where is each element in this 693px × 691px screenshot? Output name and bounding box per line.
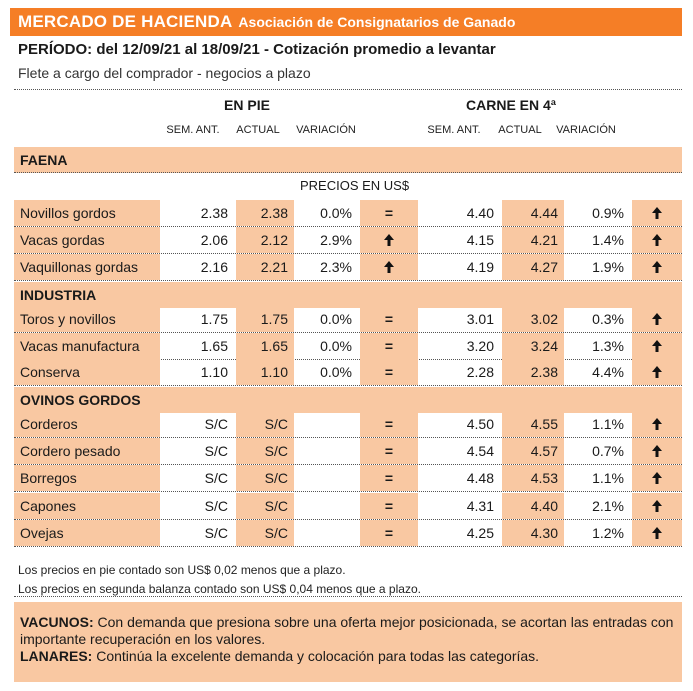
- carne-trend-up-arrow-icon: [632, 333, 682, 359]
- pie-sem-ant: S/C: [204, 470, 228, 486]
- row-label: Ovejas: [14, 520, 160, 546]
- carne-sem-ant: 4.25: [466, 525, 494, 541]
- table-row: [14, 333, 682, 359]
- pie-sem-ant: S/C: [204, 443, 228, 459]
- period-text: PERÍODO: del 12/09/21 al 18/09/21 - Cotización promedio a levantar: [18, 41, 496, 58]
- carne-trend-up-arrow-icon: [632, 200, 682, 226]
- carne-variacion: 0.9%: [592, 205, 624, 221]
- pie-actual: 2.12: [236, 227, 294, 253]
- carne-sem-ant: 4.15: [466, 232, 494, 248]
- carne-sem-ant: 4.50: [466, 416, 494, 432]
- pie-trend-equal-icon: =: [360, 306, 418, 332]
- pie-variacion: [296, 520, 358, 546]
- pie-sem-ant: S/C: [204, 525, 228, 541]
- carne-variacion: 1.1%: [592, 470, 624, 486]
- pie-actual: 2.21: [236, 254, 294, 280]
- table-row: [14, 520, 682, 546]
- carne-trend-up-arrow-icon: [632, 411, 682, 437]
- carne-variacion: 0.3%: [592, 311, 624, 327]
- footnote: Los precios en pie contado son US$ 0,02 menos que a plazo.: [18, 563, 346, 577]
- carne-trend-up-arrow-icon: [632, 465, 682, 491]
- carne-actual: 4.44: [502, 200, 564, 226]
- carne-trend-up-arrow-icon: [632, 493, 682, 519]
- pie-trend-up-arrow-icon: [360, 254, 418, 280]
- divider: [14, 596, 682, 597]
- pie-actual: 1.65: [236, 333, 294, 359]
- carne-actual: 3.24: [502, 333, 564, 359]
- pie-sem-ant: 1.65: [200, 338, 228, 354]
- flete-text: Flete a cargo del comprador - negocios a plazo: [18, 65, 311, 81]
- pie-variacion: 0.0%: [320, 338, 352, 354]
- pie-actual: 1.75: [236, 306, 294, 332]
- row-label: Vacas gordas: [14, 227, 160, 253]
- row-label: Vaquillonas gordas: [14, 254, 160, 280]
- pie-sem-ant: S/C: [204, 498, 228, 514]
- pie-trend-equal-icon: =: [360, 465, 418, 491]
- carne-variacion: 1.9%: [592, 259, 624, 275]
- pie-sem-ant: 2.38: [200, 205, 228, 221]
- pie-variacion: [296, 493, 358, 519]
- pie-trend-equal-icon: =: [360, 359, 418, 385]
- pie-trend-equal-icon: =: [360, 333, 418, 359]
- carne-trend-up-arrow-icon: [632, 438, 682, 464]
- carne-actual: 4.27: [502, 254, 564, 280]
- carne-trend-up-arrow-icon: [632, 306, 682, 332]
- footnote: Los precios en segunda balanza contado son US$ 0,04 menos que a plazo.: [18, 582, 421, 596]
- row-label: Corderos: [14, 411, 160, 437]
- pie-trend-equal-icon: =: [360, 200, 418, 226]
- carne-trend-up-arrow-icon: [632, 254, 682, 280]
- col-actual-pie: ACTUAL: [236, 124, 280, 136]
- table-row: [14, 306, 682, 332]
- table-row: [14, 359, 682, 385]
- pie-actual: 2.38: [236, 200, 294, 226]
- carne-actual: 2.38: [502, 359, 564, 385]
- carne-actual: 4.40: [502, 493, 564, 519]
- carne-sem-ant: 4.19: [466, 259, 494, 275]
- row-label: Cordero pesado: [14, 438, 160, 464]
- table-row: [14, 254, 682, 280]
- carne-sem-ant: 4.31: [466, 498, 494, 514]
- pie-variacion: 2.3%: [320, 259, 352, 275]
- row-label: Vacas manufactura: [14, 333, 160, 359]
- carne-sem-ant: 3.20: [466, 338, 494, 354]
- section-header: FAENA: [14, 147, 682, 173]
- carne-actual: 4.30: [502, 520, 564, 546]
- comment-vacunos: VACUNOS: Con demanda que presiona sobre una oferta mejor posicionada, se acortan las entradas con importante recuperación en los valores.: [20, 614, 674, 647]
- pie-trend-up-arrow-icon: [360, 227, 418, 253]
- carne-actual: 3.02: [502, 306, 564, 332]
- row-divider: [14, 546, 682, 547]
- row-label: Novillos gordos: [14, 200, 160, 226]
- pie-actual: S/C: [236, 520, 294, 546]
- pie-variacion: 0.0%: [320, 311, 352, 327]
- col-actual-carne: ACTUAL: [498, 124, 542, 136]
- pie-actual: S/C: [236, 493, 294, 519]
- col-sem-ant-pie: SEM. ANT.: [166, 124, 220, 136]
- pie-actual: S/C: [236, 438, 294, 464]
- comments-box: [14, 602, 682, 682]
- carne-sem-ant: 3.01: [466, 311, 494, 327]
- precios-label: PRECIOS EN US$: [300, 178, 410, 193]
- pie-actual: 1.10: [236, 359, 294, 385]
- pie-variacion: 0.0%: [320, 205, 352, 221]
- col-sem-ant-carne: SEM. ANT.: [427, 124, 481, 136]
- row-label: Toros y novillos: [14, 306, 160, 332]
- carne-actual: 4.53: [502, 465, 564, 491]
- pie-trend-equal-icon: =: [360, 438, 418, 464]
- pie-variacion: 0.0%: [320, 364, 352, 380]
- page-subtitle: Asociación de Consignatarios de Ganado: [238, 14, 516, 30]
- carne-variacion: 4.4%: [592, 364, 624, 380]
- carne-variacion: 2.1%: [592, 498, 624, 514]
- pie-sem-ant: 2.06: [200, 232, 228, 248]
- row-label: Conserva: [14, 359, 160, 385]
- table-row: [14, 438, 682, 464]
- table-row: [14, 493, 682, 519]
- row-divider: [14, 385, 682, 386]
- pie-variacion: 2.9%: [320, 232, 352, 248]
- carne-variacion: 1.3%: [592, 338, 624, 354]
- row-divider: [14, 280, 682, 281]
- pie-trend-equal-icon: =: [360, 411, 418, 437]
- carne-actual: 4.21: [502, 227, 564, 253]
- row-label: Capones: [14, 493, 160, 519]
- carne-trend-up-arrow-icon: [632, 359, 682, 385]
- table-row: [14, 200, 682, 226]
- carne-sem-ant: 4.48: [466, 470, 494, 486]
- carne-sem-ant: 4.54: [466, 443, 494, 459]
- pie-sem-ant: 2.16: [200, 259, 228, 275]
- row-label: Borregos: [14, 465, 160, 491]
- section-header: INDUSTRIA: [14, 282, 682, 308]
- carne-sem-ant: 2.28: [466, 364, 494, 380]
- group-header-en-pie: EN PIE: [224, 97, 270, 113]
- table-row: [14, 465, 682, 491]
- carne-variacion: 1.4%: [592, 232, 624, 248]
- carne-trend-up-arrow-icon: [632, 520, 682, 546]
- pie-sem-ant: 1.10: [200, 364, 228, 380]
- page-title: MERCADO DE HACIENDA: [18, 12, 233, 31]
- divider: [14, 89, 682, 90]
- section-header: OVINOS GORDOS: [14, 387, 682, 413]
- table-row: [14, 227, 682, 253]
- carne-variacion: 1.2%: [592, 525, 624, 541]
- carne-sem-ant: 4.40: [466, 205, 494, 221]
- pie-actual: S/C: [236, 465, 294, 491]
- carne-trend-up-arrow-icon: [632, 227, 682, 253]
- pie-trend-equal-icon: =: [360, 520, 418, 546]
- title-banner: [10, 8, 682, 36]
- divider: [14, 172, 682, 173]
- comment-lanares: LANARES: Continúa la excelente demanda y colocación para todas las categorías.: [20, 648, 540, 664]
- pie-actual: S/C: [236, 411, 294, 437]
- pie-variacion: [296, 438, 358, 464]
- pie-variacion: [296, 411, 358, 437]
- row-divider: [14, 491, 682, 492]
- col-variacion-pie: VARIACIÓN: [296, 124, 356, 136]
- pie-variacion: [296, 465, 358, 491]
- pie-trend-equal-icon: =: [360, 493, 418, 519]
- carne-variacion: 1.1%: [592, 416, 624, 432]
- carne-variacion: 0.7%: [592, 443, 624, 459]
- group-header-carne: CARNE EN 4ª: [466, 97, 556, 113]
- carne-actual: 4.55: [502, 411, 564, 437]
- table-row: [14, 411, 682, 437]
- carne-actual: 4.57: [502, 438, 564, 464]
- pie-sem-ant: 1.75: [200, 311, 228, 327]
- col-variacion-carne: VARIACIÓN: [556, 124, 616, 136]
- pie-sem-ant: S/C: [204, 416, 228, 432]
